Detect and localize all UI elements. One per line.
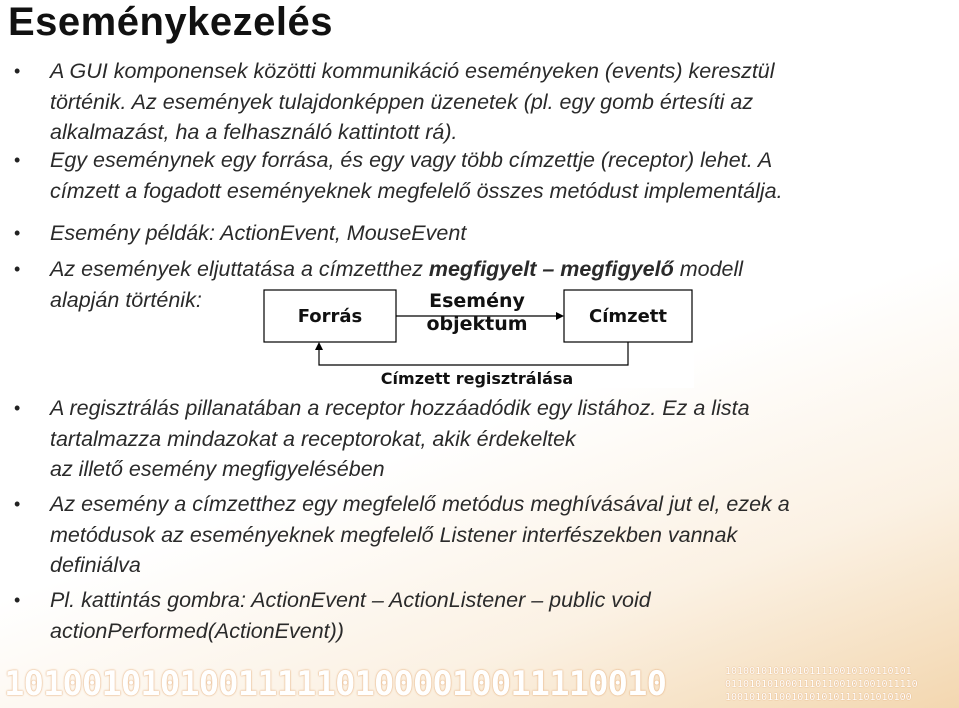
text-segment: Az események eljuttatása a címzetthez [50,257,429,281]
bullet-line [50,616,940,647]
bullet-line [50,145,940,176]
bullet-line [50,87,940,118]
bullet-line [50,489,940,520]
bullet-line [50,56,940,87]
text-segment: A GUI komponensek közötti kommunikáció eseményeken (events) keresztül [50,59,775,83]
bullet-marker: • [14,494,21,514]
text-segment: Az esemény a címzetthez egy megfelelő metódus meghívásával jut el, ezek a [50,492,790,516]
bullet-line [50,254,940,285]
diagram-svg [261,286,694,388]
bullet-line [50,585,940,616]
text-segment: alapján történik: [50,287,202,312]
bullet-line [50,218,940,249]
text-segment: alkalmazást, ha a felhasználó kattintott rá). [50,120,458,144]
bullet-line [50,424,940,455]
bullet-text [50,218,940,249]
text-segment: tartalmazza mindazokat a receptorokat, akik érdekeltek [50,426,576,451]
registration-label: Címzett regisztrálása [380,369,574,388]
text-segment: A regisztrálás pillanatában a receptor hozzáadódik egy listához. Ez a lista [50,396,750,420]
event-label-2: objektum [426,313,528,335]
bullet-line [50,176,940,207]
bullet-line [50,117,940,148]
bullet-text [50,489,940,581]
slide-title: Eseménykezelés [8,0,334,44]
event-label-1: Esemény [429,290,525,312]
text-segment: Pl. kattintás gombra: ActionEvent – ActionListener – public void [50,588,651,612]
binary-small-text-2: 01101010100011101100101001011110 [725,679,918,690]
text-segment: történik. Az események tulajdonképpen üzenetek (pl. egy gomb értesíti az [50,89,754,114]
bullet-text [50,393,940,485]
bullet-text [50,585,940,646]
text-segment: az illető esemény megfigyelésében [50,457,385,481]
bullet-marker: • [14,150,21,170]
bullet-marker: • [14,259,21,279]
registration-arrowhead [315,342,323,350]
binary-small-text-1: 1010010101001011110010100110101 [725,666,912,677]
binary-decoration [0,662,959,708]
event-arrowhead [556,312,564,320]
bullet-marker: • [14,590,21,610]
target-label: Címzett [588,306,668,327]
event-model-diagram [261,286,694,388]
binary-big-text: 1010010101001111101000010011110010 [4,664,666,704]
text-segment: definiálva [50,553,141,577]
bullet-line [50,550,940,581]
text-segment: modell [673,257,744,281]
text-segment: actionPerformed(ActionEvent)) [50,618,344,643]
text-segment: Egy eseménynek egy forrása, és egy vagy több címzettje (receptor) lehet. A [50,148,773,172]
text-segment: Esemény példák: ActionEvent, MouseEvent [50,221,467,245]
bullet-line [50,454,940,485]
bullet-marker: • [14,61,21,81]
binary-small-text-3: 1001010110010101010111101010100 [725,692,912,703]
source-label: Forrás [297,306,363,327]
bullet-text [50,145,940,206]
bullet-text [50,56,940,148]
bullet-line [50,520,940,551]
bullet-marker: • [14,398,21,418]
registration-line [319,342,628,365]
bullet-marker: • [14,223,21,243]
text-segment: megfigyelt – megfigyelő [428,257,674,281]
text-segment: metódusok az eseményeknek megfelelő Listener interfészekben vannak [50,522,738,547]
text-segment: címzett a fogadott eseményeknek megfelelő összes metódust implementálja. [50,178,783,203]
bullet-line [50,393,940,424]
